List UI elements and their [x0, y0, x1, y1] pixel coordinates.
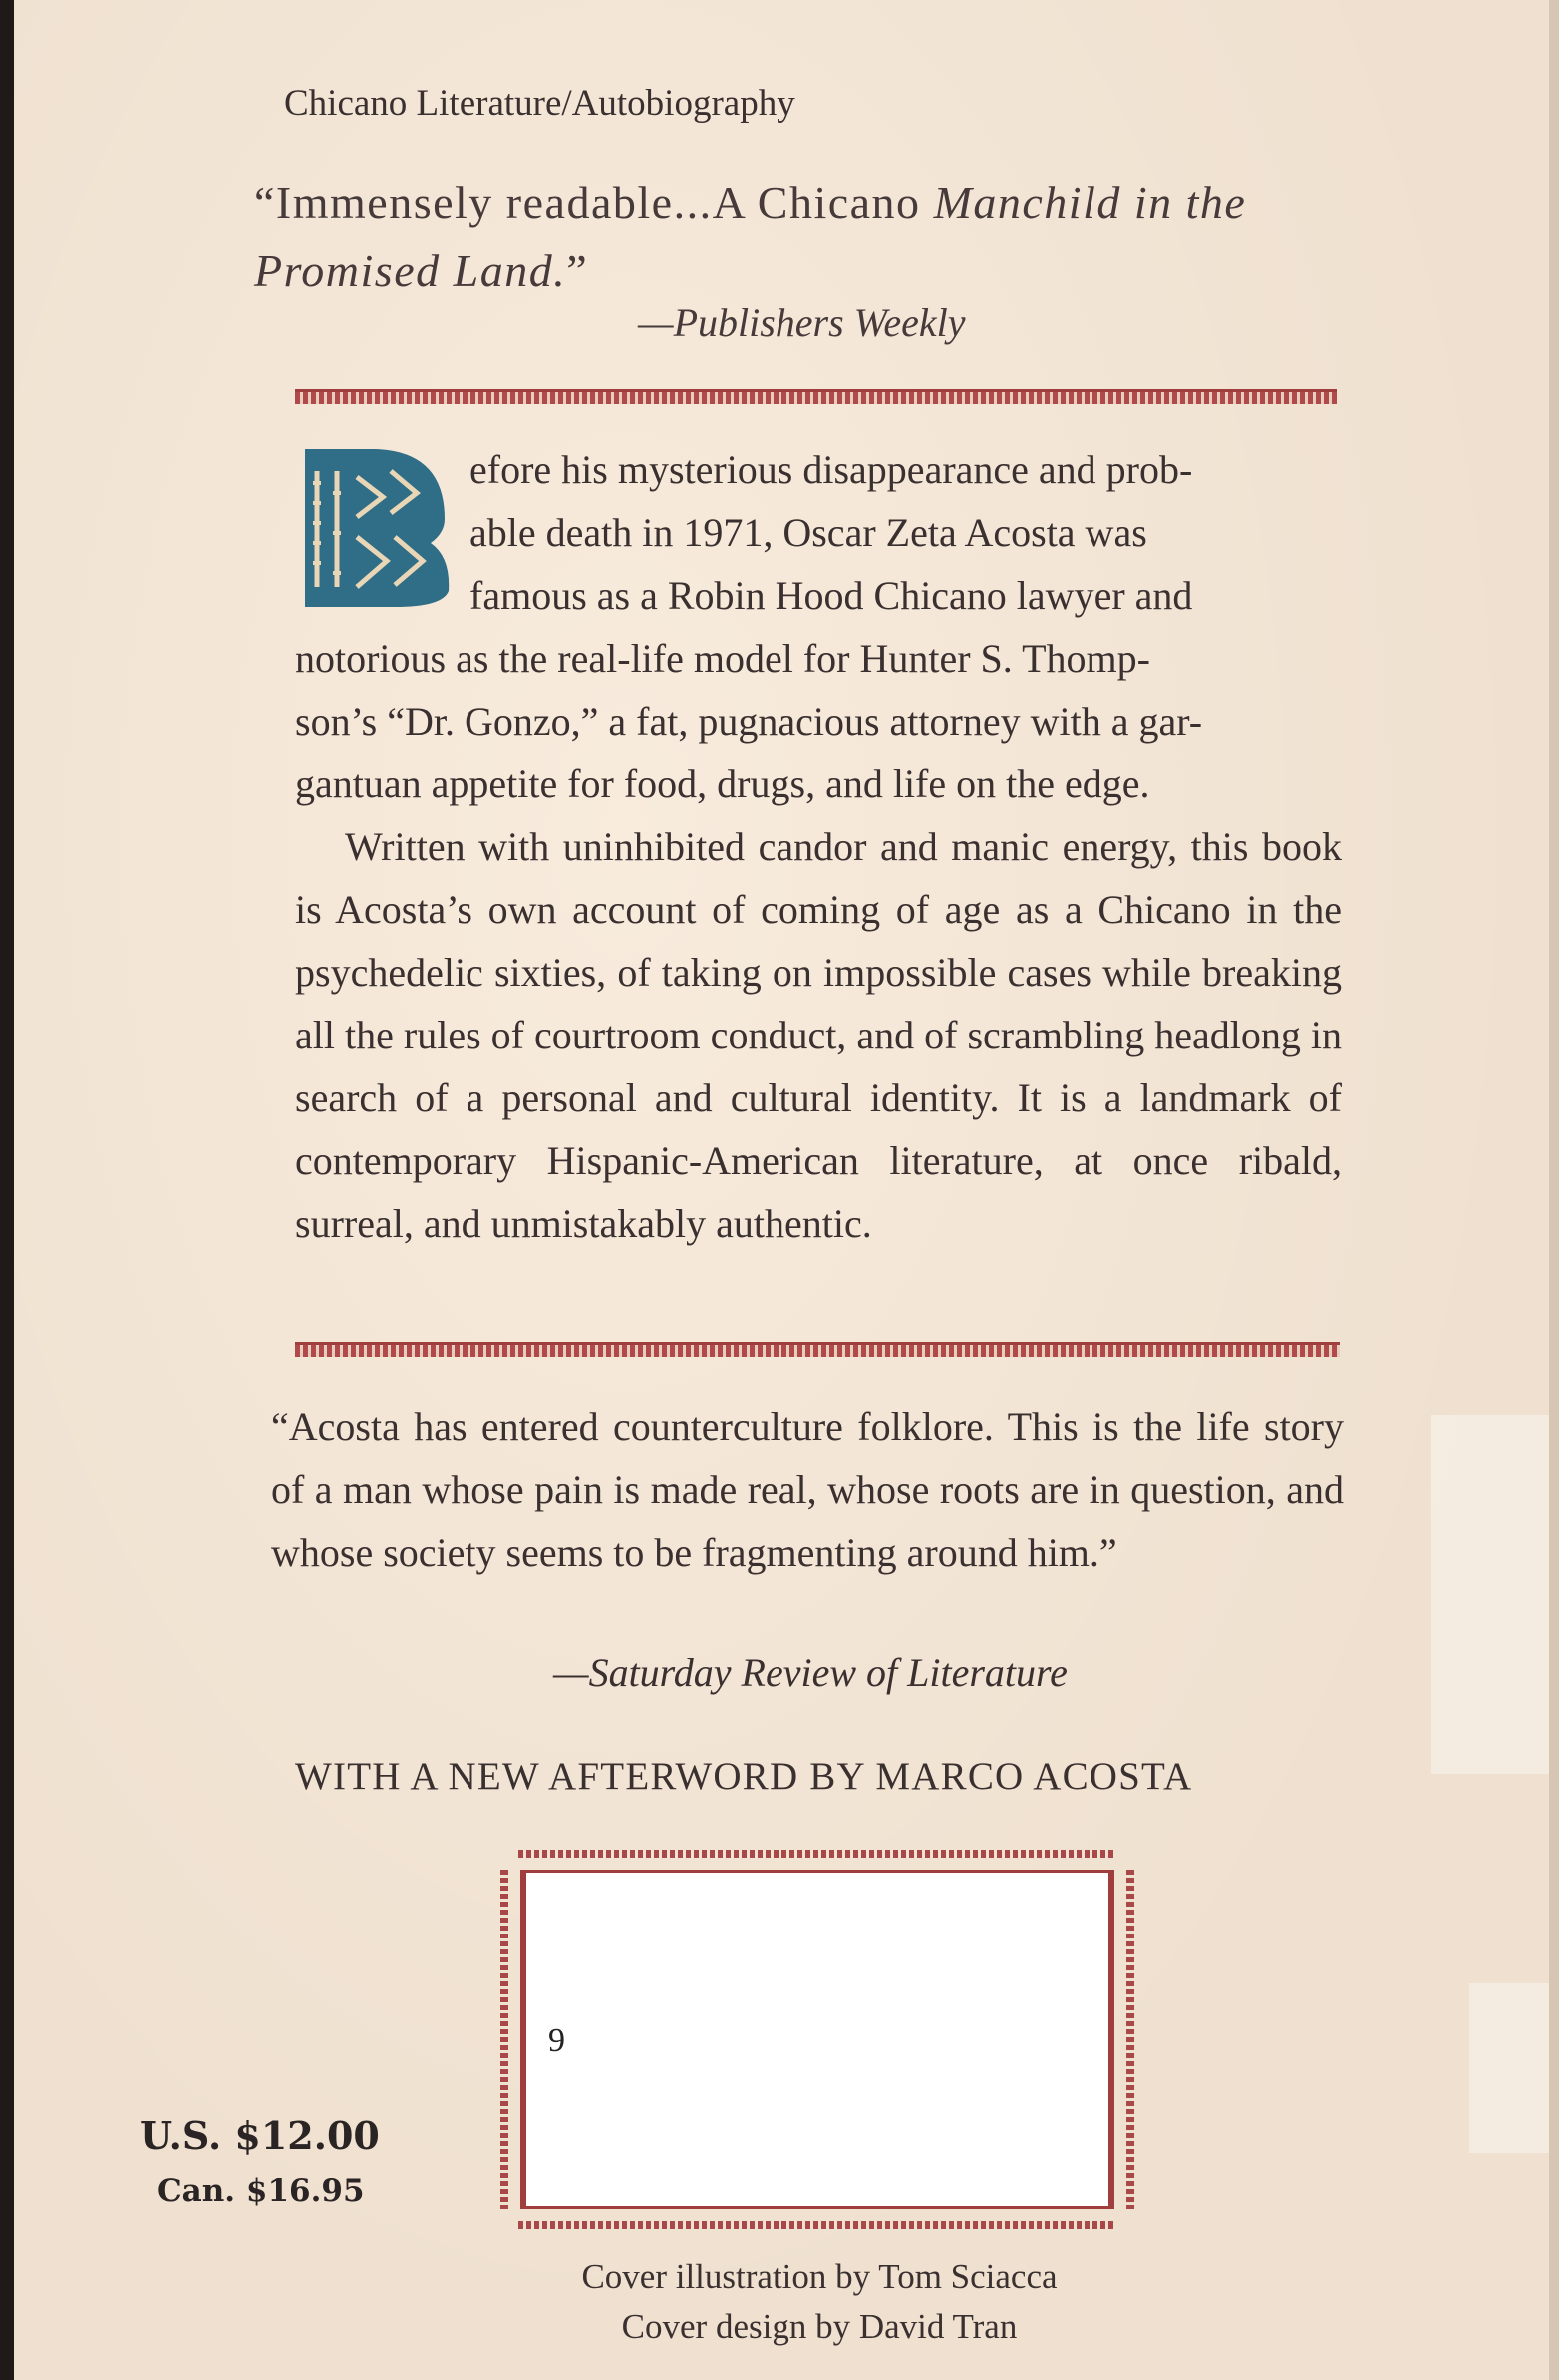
cover-credits — [500, 2252, 1138, 2352]
barcode-area — [520, 1870, 1114, 2209]
paragraph-line: son’s “Dr. Gonzo,” a fat, pugnacious attorney with a gar- — [295, 699, 1203, 744]
decorative-rule — [295, 389, 1337, 404]
quote-close: ” — [566, 245, 589, 296]
frame-border — [518, 1850, 1116, 1858]
quote-text: “Immensely readable...A Chicano — [254, 177, 934, 228]
description-paragraph-2: Written with uninhibited candor and manic energy, this book is Acosta’s own account of coming of age as a Chicano in the psychedelic sixties, of taking on impossible cases while breaking all the rules of courtroom conduct, and of scrambling headlong in search of a personal and cultural identity. It is a landmark of contemporary Hispanic-American literature, at once ribald, surreal, and unmistakably authentic. — [295, 824, 1342, 1246]
barcode-frame — [500, 1850, 1134, 2229]
paragraph-line: able death in 1971, Oscar Zeta Acosta was — [469, 510, 1147, 555]
frame-border — [1126, 1870, 1134, 2209]
category-label: Chicano Literature/Autobiography — [284, 83, 795, 124]
frame-border — [518, 2221, 1116, 2229]
paragraph-line: efore his mysterious disappearance and prob- — [469, 447, 1193, 492]
quote-attribution: —Publishers Weekly — [638, 300, 966, 345]
barcode-digit: 9 — [548, 2022, 565, 2059]
cover-right-edge — [1549, 0, 1559, 2380]
quote-attribution: —Saturday Review of Literature — [553, 1650, 1068, 1695]
price-canada: Can. $16.95 — [157, 2173, 365, 2209]
illustration-credit: Cover illustration by Tom Sciacca — [581, 2257, 1058, 2296]
design-credit: Cover design by David Tran — [621, 2307, 1018, 2346]
cover-left-edge — [0, 0, 14, 2380]
tape-piece — [1431, 1415, 1549, 1774]
paragraph-line: famous as a Robin Hood Chicano lawyer and — [469, 573, 1193, 618]
paragraph-line: notorious as the real-life model for Hunter S. Thomp- — [295, 636, 1150, 681]
review-quote-saturday-review: “Acosta has entered counterculture folklore. This is the life story of a man whose pain is made real, whose roots are in question, and whose society seems to be fragmenting around him.” — [271, 1404, 1344, 1575]
frame-border — [500, 1870, 508, 2209]
price-us: U.S. $12.00 — [140, 2113, 380, 2158]
paragraph-line: gantuan appetite for food, drugs, and life on the edge. — [295, 761, 1150, 806]
dropcap-b-icon — [295, 442, 453, 611]
decorative-rule — [295, 1342, 1340, 1357]
review-quote-publishers-weekly — [254, 169, 1361, 305]
quote-book-title: Manchild in the Promised Land. — [254, 177, 1247, 296]
tape-piece — [1469, 1983, 1549, 2153]
afterword-note: WITH A NEW AFTERWORD BY MARCO ACOSTA — [295, 1755, 1193, 1798]
